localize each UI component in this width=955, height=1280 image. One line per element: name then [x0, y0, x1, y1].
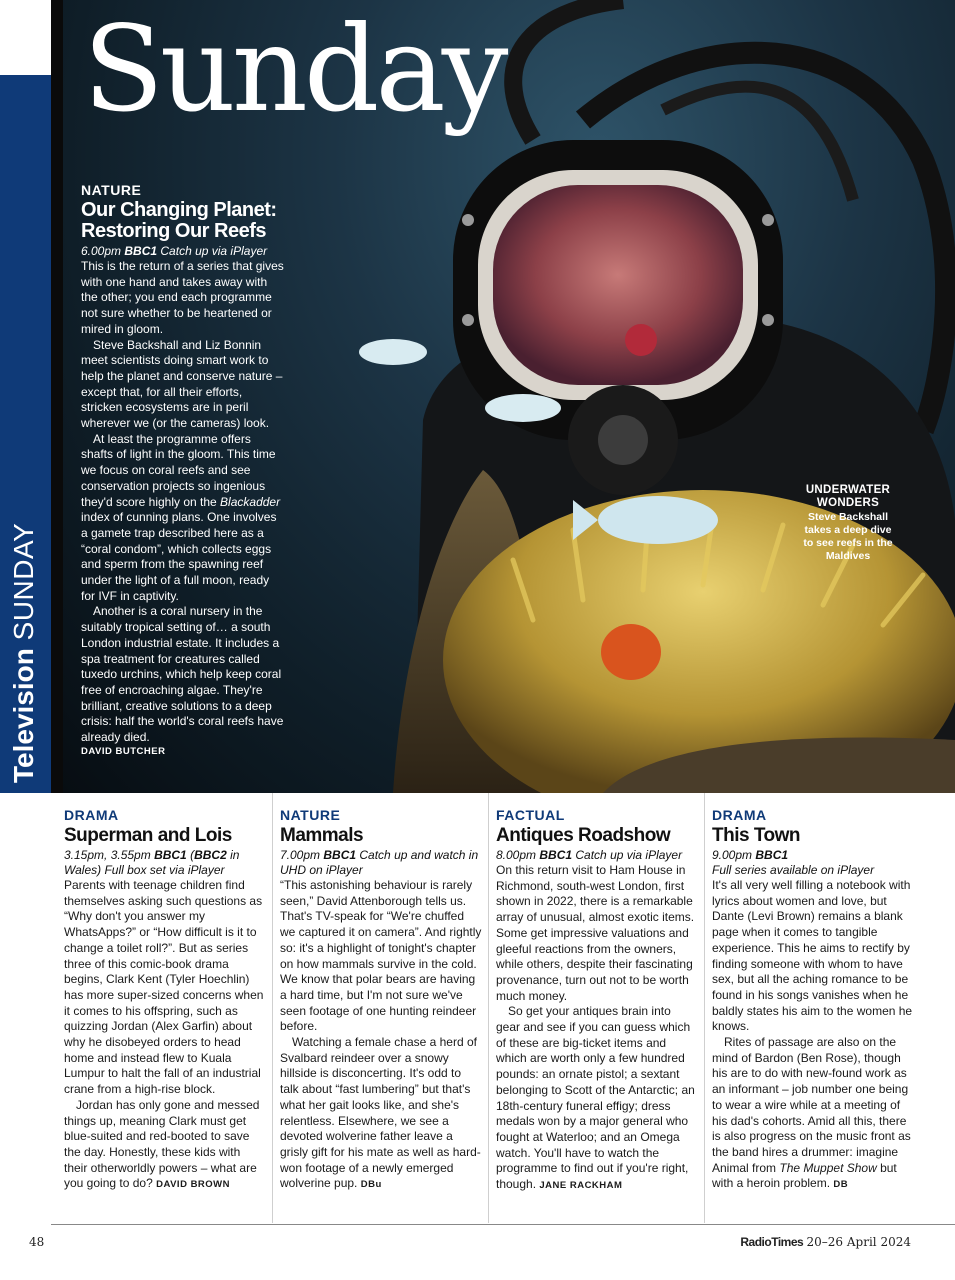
- text-run: So get your antiques brain into gear and see if you can guess which of these are big-ticket items and which are worth only a few hundred pounds: an ornate pistol; a sextant belonging to Scott of the Antarctic; an 18th-century funeral effigy; dress medals won by a major general who fought at Waterloo; and an Omega watch. You'll have to watch the programme to find out if you're right, though.: [496, 1004, 695, 1192]
- paragraph: [81, 432, 286, 605]
- broadcast-time: 6.00pm: [81, 244, 122, 258]
- page-number: 48: [29, 1235, 45, 1249]
- column-divider: [704, 793, 705, 1223]
- channel: BBC1: [755, 848, 789, 862]
- issue-date: 20–26 April 2024: [806, 1235, 911, 1249]
- footer-issue: [740, 1235, 911, 1249]
- byline: DBu: [360, 1179, 382, 1191]
- channel-secondary: BBC2: [194, 848, 227, 862]
- article-body: [496, 863, 698, 1194]
- spine-divider: [51, 0, 63, 793]
- availability: Full series available on iPlayer: [712, 863, 875, 877]
- programme-title-line1: Our Changing Planet:: [81, 199, 277, 221]
- listing-this-town: [712, 807, 914, 1193]
- broadcast-info: [81, 244, 286, 259]
- broadcast-time: 3.15pm, 3.55pm: [64, 848, 151, 862]
- availability: Catch up via iPlayer: [572, 848, 683, 862]
- text-run: but with a heroin problem.: [712, 1160, 897, 1191]
- availability: Catch up and watch in UHD on iPlayer: [280, 848, 479, 877]
- programme-title: Superman and Lois: [64, 825, 232, 846]
- page-title: Sunday: [83, 0, 505, 138]
- text-run: Watching a female chase a herd of Svalbard reindeer over a snowy hillside is disconcerting. It's odd to talk about “fast lumbering” but that's what her gait looks like, and she's relentless. Elsewhere, we see a devoted wolverine father leave a grisly gift for his mate as well as hard-won footage of a newly emerged wolverine pup.: [280, 1035, 481, 1191]
- paragraph: [64, 1098, 266, 1193]
- channel: BBC1: [323, 848, 357, 862]
- broadcast-time: 7.00pm: [280, 848, 321, 862]
- broadcast-info: [496, 848, 698, 863]
- paragraph: On this return visit to Ham House in Richmond, south-west London, first shown in 2022, there is a remarkable array of unusual, almost exotic items. Some get impressive valuations and gleeful reactions from the owners, while others, despite their fascinating provenance, turn out not to be worth much money.: [496, 863, 695, 1003]
- paragraph: This is the return of a series that gives with one hand and takes away with the other; you end each programme not sure whether to be heartened or mired in gloom.: [81, 259, 284, 336]
- featured-listing: [81, 182, 286, 757]
- section-label: [8, 513, 48, 783]
- programme-title: Antiques Roadshow: [496, 825, 671, 846]
- paragraph: [496, 1004, 698, 1193]
- text-run: index of cunning plans. One involves a gamete trap described here as a “coral condom”, which collects eggs and sperm from the spawning reef under the light of a full moon, ready for IVF in captivity.: [81, 510, 277, 603]
- channel: BBC1: [539, 848, 573, 862]
- brand-logo: RadioTimes: [740, 1235, 804, 1249]
- text-run: Rites of passage are also on the mind of Bardon (Ben Rose), though his are to do with new-found work as an informant – job number one being to wear a wire while at a meeting of his dad's cohorts. Amid all this, there is also progress on the music front as the band hires a drummer: imagine Animal from: [712, 1035, 911, 1175]
- byline: JANE RACKHAM: [539, 1180, 623, 1192]
- broadcast-info: [64, 848, 266, 878]
- genre-label: FACTUAL: [496, 807, 565, 823]
- photo-caption: [800, 484, 896, 563]
- availability: in Wales) Full box set via iPlayer: [64, 848, 240, 877]
- section-label-strong: Television: [8, 648, 39, 783]
- paragraph: [712, 1035, 914, 1193]
- column-divider: [488, 793, 489, 1223]
- genre-label: NATURE: [81, 182, 142, 198]
- paragraph: “This astonishing behaviour is rarely seen,” David Attenborough tells us. That's TV-speak for “We're chuffed we captured it on camera”. And rightly so: it's a highlight of tonight's chapter on how mammals survive in the cold. We know that polar bears are having a hard time, but I'm not sure we've seen footage of one hunting reindeer before.: [280, 878, 482, 1034]
- channel: BBC1: [124, 244, 158, 258]
- channel: BBC1: [154, 848, 187, 862]
- text-run: Jordan has only gone and messed things up, meaning Clark must get blue-suited and red-booted to save the day. Honestly, these kids with their otherworldly powers – what are you going to do?: [64, 1097, 260, 1191]
- genre-label: DRAMA: [64, 807, 119, 823]
- column-divider: [272, 793, 273, 1223]
- listing-superman-and-lois: [64, 807, 266, 1193]
- paragraph: Steve Backshall and Liz Bonnin meet scientists doing smart work to help the planet and conserve nature – except that, for all their efforts, stricken ecosystems are in peril wherever we (or the cameras) look.: [81, 337, 283, 431]
- listing-mammals: [280, 807, 482, 1193]
- genre-label: DRAMA: [712, 807, 767, 823]
- text-run: At least the programme offers shafts of light in the gloom. This time we focus on coral reefs and see conservation projects so ingenious they'd score highly on the: [81, 431, 276, 509]
- programme-title: Mammals: [280, 825, 364, 846]
- italic-title: The Muppet Show: [779, 1160, 877, 1175]
- availability: Catch up via iPlayer: [160, 244, 268, 258]
- article-body: [280, 878, 482, 1193]
- footer-rule: [51, 1224, 955, 1225]
- article-body: [712, 878, 914, 1193]
- byline: DAVID BROWN: [156, 1179, 231, 1191]
- article-body: [64, 878, 266, 1193]
- broadcast-time: 8.00pm: [496, 848, 537, 862]
- genre-label: NATURE: [280, 807, 341, 823]
- section-label-light: SUNDAY: [8, 522, 39, 641]
- paragraph: It's all very well filling a notebook with lyrics about women and love, but Dante (Levi Brown) remains a blank page when it comes to tangible experience. This he aims to rectify by finding someone with whom to have sex, but all the aching romance to be found in his songs vanishes when he baldly states his aim to the women he knows.: [712, 878, 913, 1034]
- byline: DB: [833, 1179, 849, 1191]
- broadcast-time: 9.00pm: [712, 848, 753, 862]
- text-run: (: [186, 848, 195, 862]
- listing-antiques-roadshow: [496, 807, 698, 1194]
- italic-title: Blackadder: [220, 494, 281, 509]
- programme-title: [81, 200, 286, 242]
- caption-title: UNDERWATER WONDERS: [805, 484, 891, 509]
- broadcast-info: [280, 848, 482, 878]
- paragraph: [280, 1035, 482, 1193]
- article-body: [81, 259, 286, 746]
- broadcast-info: [712, 848, 914, 878]
- paragraph: Parents with teenage children find themselves asking such questions as “Why don't you answer my WhatsApps?” or “How difficult is it to change a toilet roll?”. But as series three of this comic-book drama begins, Clark Kent (Tyler Hoechlin) has more super-sized concerns when it comes to his offspring, such as quizzing Jordan (Alex Garfin) about why he disobeyed orders to head home and instead flew to Kuala Lumpur to halt the fall of an industrial crane from a high-rise block.: [64, 878, 264, 1097]
- paragraph: Another is a coral nursery in the suitably tropical setting of… a south London industrial estate. It includes a spa treatment for creatures called tuxedo urchins, which help keep coral free of encroaching algae. They're brilliant, creative solutions to a deep crisis: half the world's coral reefs have already died.: [81, 604, 284, 745]
- caption-text: Steve Backshall takes a deep dive to see reefs in the Maldives: [803, 511, 893, 562]
- programme-title-line2: Restoring Our Reefs: [81, 220, 266, 242]
- byline: DAVID BUTCHER: [81, 745, 166, 757]
- programme-title: This Town: [712, 825, 801, 846]
